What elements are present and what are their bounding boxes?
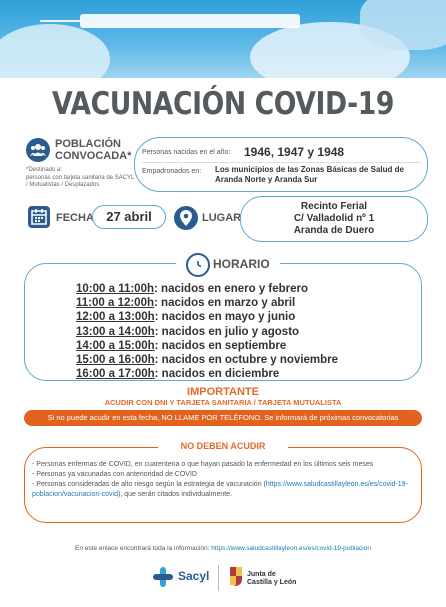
fecha-value: 27 abril — [92, 205, 166, 229]
lugar-box — [240, 196, 428, 242]
schedule-row: 13:00 a 14:00h: nacidos en julio y agosto — [76, 325, 300, 338]
info-link[interactable]: https://www.saludcastillayleon.es/es/covid-19-poblacion — [211, 545, 371, 552]
sacyl-logo-icon — [152, 566, 174, 588]
location-pin-icon — [174, 206, 198, 230]
lugar-line2: C/ Valladolid nº 1 — [293, 213, 375, 224]
calendar-icon — [28, 206, 50, 228]
lugar-line1: Recinto Ferial — [300, 201, 368, 212]
schedule-row: 16:00 a 17:00h: nacidos en diciembre — [76, 368, 280, 381]
lugar-label: LUGAR — [202, 212, 242, 224]
vacunacion-link[interactable]: https://www.saludcastillayleon.es/es/covid-19-poblacion/vacunacion-covid — [32, 481, 408, 498]
sacyl-logo-text: Sacyl — [178, 569, 210, 583]
warning-bar: Si no puede acudir en esta fecha, NO LLAME POR TELÉFONO. Se informará de próximas convocatorias — [24, 410, 422, 426]
born-label: Personas nacidas en el año: — [142, 149, 231, 156]
no-acudir-list — [32, 460, 416, 500]
junta-crest-icon — [229, 565, 243, 587]
importante-title: IMPORTANTE — [187, 386, 259, 398]
junta-logo-text: Junta de Castilla y León — [247, 571, 297, 586]
info-footer: En este enlace encontrará toda la información: https://www.saludcastillayleon.es/es/covid-19-poblacion — [75, 545, 371, 552]
born-value: 1946, 1947 y 1948 — [244, 145, 345, 159]
schedule-row: 12:00 a 13:00h: nacidos en mayo y junio — [76, 311, 296, 324]
poblacion-note-title: *Destinado a: — [26, 167, 63, 173]
poblacion-note: personas con tarjeta sanitaria de SACYL / Mutualistas / Desplazados — [26, 175, 135, 188]
horario-label: HORARIO — [213, 257, 270, 271]
no-acudir-title: NO DEBEN ACUDIR — [180, 441, 266, 451]
clock-icon — [186, 253, 210, 277]
lugar-line3: Aranda de Duero — [293, 225, 375, 236]
people-icon — [26, 138, 50, 162]
fecha-label: FECHA — [56, 212, 94, 224]
poblacion-divider — [142, 162, 420, 163]
schedule-list — [76, 282, 396, 381]
zone-label: Empadronados en: — [142, 168, 202, 175]
needle-shape — [40, 20, 82, 22]
list-item: - Personas ya vacunadas con anterioridad de COVID — [32, 471, 197, 478]
syringe-shape — [80, 14, 300, 28]
schedule-row: 10:00 a 11:00h: nacidos en enero y febrero — [76, 283, 309, 295]
importante-subtitle: ACUDIR CON DNI Y TARJETA SANITARIA / TARJETA MUTUALISTA — [104, 398, 342, 407]
zone-value: Los municipios de las Zonas Básicas de Salud de Aranda Norte y Aranda Sur — [215, 165, 404, 184]
logo-separator — [218, 565, 219, 591]
schedule-row: 14:00 a 15:00h: nacidos en septiembre — [76, 339, 287, 352]
schedule-row: 15:00 a 16:00h: nacidos en octubre y noviembre — [76, 353, 339, 366]
list-item: - Personas enfermas de COVID, en cuarentena o que hayan pasado la enfermedad en los últimos seis meses — [32, 461, 374, 468]
page-title: VACUNACIÓN COVID-19 — [51, 86, 395, 122]
poblacion-label: POBLACIÓN CONVOCADA* — [55, 138, 132, 162]
hero-image — [0, 0, 446, 78]
schedule-row: 11:00 a 12:00h: nacidos en marzo y abril — [76, 297, 296, 310]
list-item: - Personas consideradas de alto riesgo según la estrategia de vacunación (https://www.saludcastillayleon.es/es/covid-19-poblacion/vacunacion-covid), que serán citados individualmente. — [32, 481, 408, 498]
